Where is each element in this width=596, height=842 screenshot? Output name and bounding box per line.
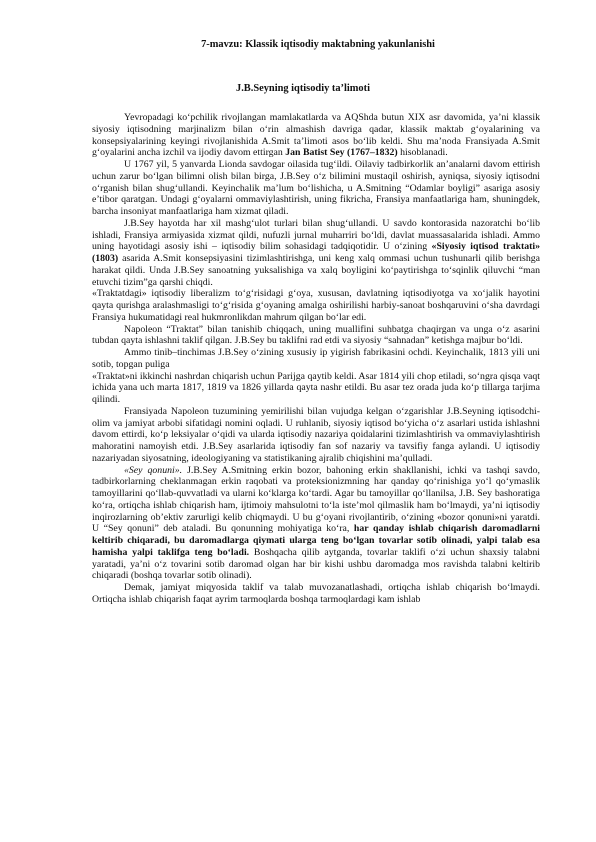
paragraph-career — [92, 218, 540, 289]
paragraph-second-edition: «Traktat»ni ikkinchi nashrdan chiqarish uchun Parijga qaytib keldi. Asar 1814 yili chop etiladi, so‘ngra qisqa vaqt ichida yana uch marta 1817, 1819 va 1826 yillarda qayta nashr etildi. Bu asar tez orada juda ko‘p tillarga tarjima qilindi. — [92, 370, 540, 405]
italic-heading: «Sey qonuni». — [124, 464, 183, 476]
paragraph-recognition: Fransiyada Napoleon tuzumining yemirilishi bilan vujudga kelgan o‘zgarishlar J.B.Seyning iqtisodchi-olim va jamiyat arbobi sifatidagi nomini oqladi. U ruhlanib, siyosiy iqtisod bo‘yicha o‘z asarlari ustida ishlashni davom ettirdi, ko‘p leksiyalar o‘qidi va ularda iqtisodiy nazariya qoidalarini tizimlashtirish va ommaviylashtirish mahoratini namoyish etdi. J.B.Sey asarlarida iqtisodiy fan sof nazariy va tavsifiy fanga aylandi. U iqtisodiy nazariyadan siyosatning, ideologiyaning va statistikaning ajralib chiqishini ma’qulladi. — [92, 405, 540, 464]
paragraph-text: Yevropadagi ko‘pchilik rivojlangan mamlakatlarda va AQShda butun XIX asr davomida, ya’ni klassik siyosiy iqtisodning marjinalizm bilan o‘rin almashish davriga qadar, klassik maktab g‘oyalarining va konsepsiyalarining keyingi rivojlanishida A.Smit ta’limoti asos bo‘lib keldi. Shu ma’noda Fransiyada A.Smit g‘oyalarini ancha izchil va ijodiy davom ettirgan — [92, 112, 540, 159]
bold-law-statement: har qanday ishlab chiqarish daromadlarni keltirib chiqaradi, bu daromadlarga qiymati ularga teng bo‘lgan tovarlar sotib olinadi, yalpi talab esa hamisha yalpi taklifga teng bo‘ladi. — [92, 523, 541, 558]
paragraph-text: asarida A.Smit konsepsiyasini tizimlashtirishga, uni keng xalq ommasi uchun tushunarli qilib berishga harakat qildi. Unda J.B.Sey sanoatning yuksalishiga va xalq boyligini ko‘paytirishga to‘sqinlik qiluvchi “man etuvchi tizim”ga qarshi chiqdi. — [92, 253, 540, 288]
paragraph-liberalism: «Traktatdagi» iqtisodiy liberalizm to‘g‘risidagi g‘oya, xususan, davlatning iqtisodiyotga va xo‘jalik hayotini qayta qurishga aralashmasligi to‘g‘risida g‘oyaning amalga oshirilishi harbiy-sanoat boshqaruvini o‘sha davrdagi Fransiya hukumatidagi real hukmronlikdan mahrum qilgan bo‘lar edi. — [92, 288, 540, 323]
paragraph-text: hisoblanadi. — [397, 147, 448, 159]
paragraph-equilibrium: Demak, jamiyat miqyosida taklif va talab muvozanatlashadi, ortiqcha ishlab chiqarish bo‘lmaydi. Ortiqcha ishlab chiqarish faqat ayrim tarmoqlarda boshqa tarmoqlardagi kam ishlab — [92, 582, 540, 605]
section-subtitle: J.B.Seyning iqtisodiy ta’limoti — [236, 83, 370, 94]
page-title: 7-mavzu: Klassik iqtisodiy maktabning yakunlanishi — [201, 39, 435, 50]
document-body — [92, 112, 540, 606]
bold-book-title: «Siyosiy iqtisod traktati» (1803) — [92, 241, 541, 264]
paragraph-text: Boshqacha qilib aytganda, tovarlar taklifi o‘zi uchun shaxsiy talabni yaratadi, ya’ni o‘z tovarini sotib daromad olgan har bir kishi ushbu daromadga mos ravishda talabni keltirib chiqaradi (boshqa tovarlar sotib olinadi). — [92, 546, 540, 582]
paragraph-factory: Ammo tinib–tinchimas J.B.Sey o‘zining xususiy ip yigirish fabrikasini ochdi. Keyinchalik, 1813 yili uni sotib, topgan puliga — [92, 347, 540, 370]
paragraph-say-law — [92, 465, 540, 583]
bold-name: Jan Batist Sey (1767–1832) — [285, 147, 398, 159]
paragraph-biography: U 1767 yil, 5 yanvarda Lionda savdogar oilasida tug‘ildi. Oilaviy tadbirkorlik an’analarni davom ettirish uchun zarur bo‘lgan bilimni olish bilan birga, J.B.Sey o‘z bilimini mustaqil oshirish, ayniqsa, siyosiy iqtisodni o‘rganish bilan shug‘ullandi. Keyinchalik ma’lum bo‘lishicha, u A.Smitning “Odamlar boyligi” asariga asosiy e’tibor qaratgan. Undagi g‘oyalarni ommaviylashtirish, uning fikricha, Fransiya manfaatlariga ham, shuningdek, barcha insoniyat manfaatlariga ham xizmat qiladi. — [92, 159, 540, 217]
paragraph-napoleon: Napoleon “Traktat” bilan tanishib chiqqach, uning muallifini suhbatga chaqirgan va unga o‘z asarini tubdan qayta ishlashni taklif qilgan. J.B.Sey bu taklifni rad etdi va siyosiy “sahnadan” ketishga majbur bo‘ldi. — [92, 323, 540, 347]
paragraph-text: J.B.Sey hayotda har xil mashg‘ulot turlari bilan shug‘ullandi. U savdo kontorasida nazoratchi bo‘lib ishladi, Fransiya armiyasida xizmat qildi, nufuzli jurnal muharriri bo‘ldi, davlat muassasalarida ishladi. Ammo uning hayotidagi asosiy ishi – iqtisodiy bilim sohasidagi tadqiqotidir. U o‘zining — [92, 217, 540, 253]
paragraph-intro — [92, 112, 540, 159]
paragraph-text: J.B.Sey A.Smitning erkin bozor, bahoning erkin shakllanishi, ichki va tashqi savdo, tadbirkorlarning cheklanmagan erkin raqobati va proteksionizmning har qanday qo‘rinishiga yo‘l qo‘ymaslik tamoyillarini qo‘llab-quvvatladi va ularni ko‘klarga ko‘tardi. Agar bu tamoyillar qo‘llanilsa, J.B. Sey bashoratiga ko‘ra, ortiqcha ishlab chiqarish ham, ijtimoiy mahsulotni to‘la iste’mol qilmaslik ham bo‘lmaydi, ya’ni iqtisodiy inqirozlarning ob’ektiv zarurligi kelib chiqmaydi. U bu g‘oyani rivojlantirib, o‘zining «bozor qonuni»ni yaratdi. U “Sey qonuni” deb ataladi. Bu qonunning mohiyatiga ko‘ra, — [92, 464, 540, 535]
